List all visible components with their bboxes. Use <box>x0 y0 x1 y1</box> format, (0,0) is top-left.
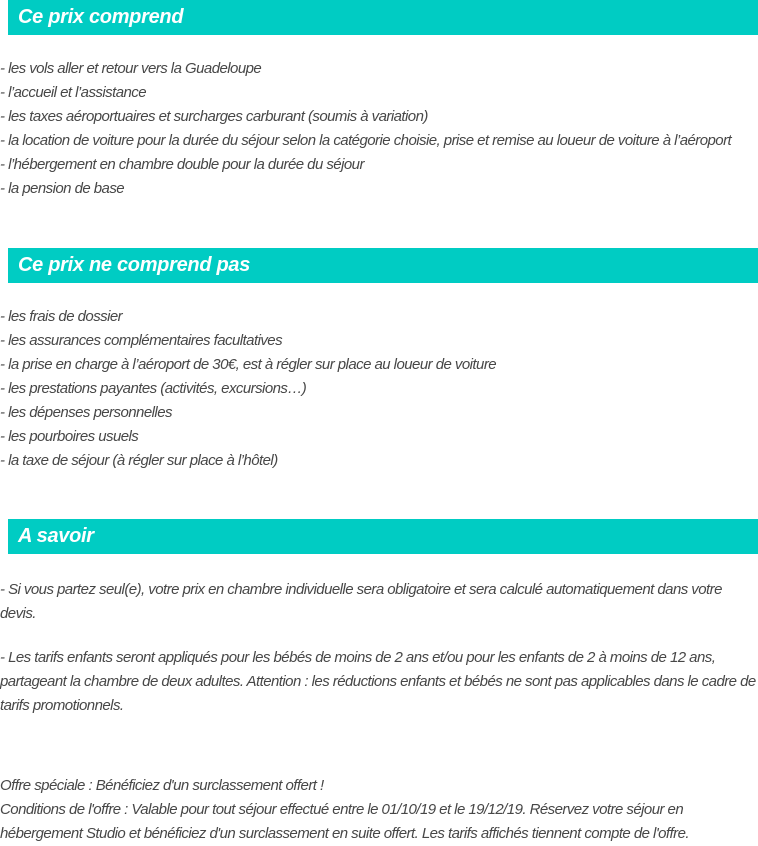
price-exclude-item: - les frais de dossier <box>0 308 123 325</box>
good-to-know-title: A savoir <box>18 525 94 547</box>
info-paragraph-single-room: - Si vous partez seul(e), votre prix en chambre individuelle sera obligatoire et sera calculé automatiquement dans votre devis. <box>0 581 722 622</box>
price-include-item: - l’hébergement en chambre double pour la durée du séjour <box>0 156 364 173</box>
section-price-excludes <box>0 248 758 473</box>
price-includes-list <box>0 35 758 201</box>
price-includes-header-bar <box>8 0 758 35</box>
price-exclude-item: - la prise en charge à l’aéroport de 30€, est à régler sur place au loueur de voiture <box>0 356 497 373</box>
price-include-item: - les vols aller et retour vers la Guadeloupe <box>0 60 262 77</box>
good-to-know-content <box>0 554 758 846</box>
price-exclude-item: - les prestations payantes (activités, excursions…) <box>0 380 307 397</box>
price-exclude-item: - la taxe de séjour (à régler sur place à l’hôtel) <box>0 452 278 469</box>
special-offer-block <box>0 774 758 846</box>
price-exclude-item: - les assurances complémentaires facultatives <box>0 332 283 349</box>
price-exclude-item: - les pourboires usuels <box>0 428 139 445</box>
special-offer-headline: Offre spéciale : Bénéficiez d'un surclassement offert ! <box>0 777 324 794</box>
section-good-to-know <box>0 519 758 846</box>
price-excludes-title: Ce prix ne comprend pas <box>18 254 251 276</box>
price-exclude-item: - les dépenses personnelles <box>0 404 172 421</box>
special-offer-conditions: Conditions de l'offre : Valable pour tout séjour effectué entre le 01/10/19 et le 19/12/19. Réservez votre séjour en hébergement Studio et bénéficiez d'un surclassement en suite offert. Les tarifs affichés tiennent compte de l'offre. <box>0 801 690 842</box>
section-price-includes <box>0 0 758 201</box>
price-include-item: - les taxes aéroportuaires et surcharges carburant (soumis à variation) <box>0 108 428 125</box>
good-to-know-header-bar <box>8 519 758 554</box>
price-include-item: - la pension de base <box>0 180 125 197</box>
price-includes-title: Ce prix comprend <box>18 6 184 28</box>
price-excludes-header-bar <box>8 248 758 283</box>
info-paragraph-child-rates: - Les tarifs enfants seront appliqués pour les bébés de moins de 2 ans et/ou pour les enfants de 2 à moins de 12 ans, partageant la chambre de deux adultes. Attention : les réductions enfants et bébés ne sont pas applicables dans le cadre de tarifs promotionnels. <box>0 649 756 714</box>
price-include-item: - la location de voiture pour la durée du séjour selon la catégorie choisie, prise et remise au loueur de voiture à l’aéroport <box>0 132 732 149</box>
price-include-item: - l’accueil et l’assistance <box>0 84 147 101</box>
price-excludes-list <box>0 283 758 473</box>
